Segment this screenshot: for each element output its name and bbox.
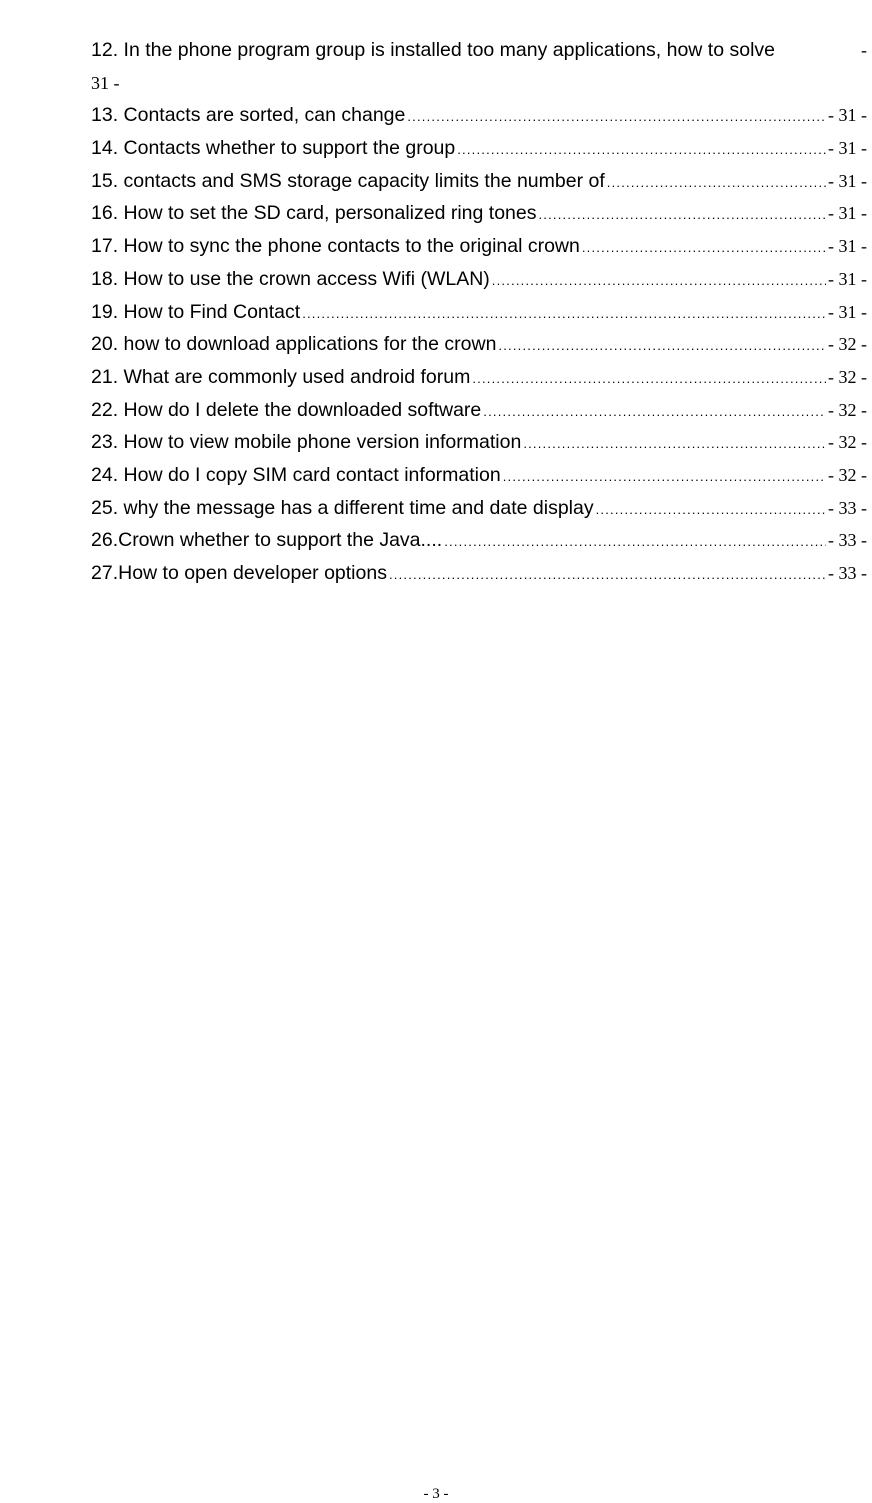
toc-entry-page: - 33 - [828,563,867,583]
toc-entry[interactable] [91,524,867,557]
toc-entry-title: 25. why the message has a different time and date display [91,496,594,519]
page-number-footer: - 3 - [423,1486,449,1502]
toc-entry-title: 22. How do I delete the downloaded software [91,398,482,421]
toc-dot-leader [607,167,826,200]
toc-entry-page: - 33 - [828,530,867,551]
toc-entry-title: 19. How to Find Contact [91,300,301,323]
toc-dot-leader [539,199,827,232]
toc-dot-leader [389,559,826,592]
toc-dot-leader [483,396,826,429]
toc-dot-leader [582,232,826,265]
toc-entry[interactable] [91,492,867,525]
toc-entry-page: - 31 - [828,268,867,289]
toc-dot-leader [472,363,826,396]
toc-entry[interactable] [91,394,867,427]
toc-entry-title: 18. How to use the crown access Wifi (WLAN) [91,267,490,290]
toc-entry-page: - 31 - [828,301,867,322]
toc-entry-page: - 31 - [828,170,867,191]
toc-entry-title: 26.Crown whether to support the Java.... [91,529,443,552]
toc-dot-leader [498,330,826,363]
toc-entry-12[interactable] [91,34,867,99]
toc-entry-title: 15. contacts and SMS storage capacity limits the number of [91,169,605,192]
toc-entry[interactable] [91,99,867,132]
toc-dot-leader [302,298,826,331]
toc-entry-page: - 32 - [828,464,867,485]
toc-dot-leader [492,265,826,298]
toc-entry-page: - 33 - [828,497,867,518]
toc-entry-title: 21. What are commonly used android forum [91,365,471,388]
toc-entry[interactable] [91,328,867,361]
toc-entry[interactable] [91,132,867,165]
toc-entry[interactable] [91,230,867,263]
toc-entry-title: 12. In the phone program group is installed too many applications, how to solve [91,39,775,61]
toc-entry-page: - 32 - [828,399,867,420]
toc-entry-title: 16. How to set the SD card, personalized ring tones [91,202,537,225]
toc-entry[interactable] [91,361,867,394]
toc-entry[interactable] [91,459,867,492]
toc-entry-page: - 32 - [828,334,867,355]
toc-dot-leader [407,101,826,134]
toc-entry[interactable] [91,263,867,296]
toc-entry-page: - 31 - [828,105,867,126]
toc-entry[interactable] [91,296,867,329]
toc-dot-leader [523,428,826,461]
toc-dot-leader [596,494,826,527]
toc-entry-title: 14. Contacts whether to support the group [91,137,456,160]
toc-dot-leader [444,526,826,559]
toc-entry-title: 13. Contacts are sorted, can change [91,104,406,127]
toc-entry-page: - 31 - [828,236,867,257]
toc-dot-leader [457,134,826,167]
toc-entry-page-dash: - [861,40,867,60]
toc-entry-title: 23. How to view mobile phone version information [91,431,522,454]
table-of-contents [91,34,867,590]
toc-dot-leader [503,461,826,494]
toc-entry-page: - 32 - [828,366,867,387]
toc-entry[interactable] [91,426,867,459]
toc-entry[interactable] [91,197,867,230]
toc-entry-title: 20. how to download applications for the crown [91,333,497,356]
toc-entry-page: - 31 - [828,203,867,224]
toc-entry-title: 24. How do I copy SIM card contact information [91,463,501,486]
toc-entry-page: - 31 - [828,138,867,159]
toc-entry-title: 17. How to sync the phone contacts to the original crown [91,235,580,258]
toc-entry[interactable] [91,557,867,590]
toc-entry-page: - 32 - [828,432,867,453]
toc-entry-12-line1 [91,34,867,67]
toc-entry-page: 31 - [91,72,120,93]
toc-entry-title: 27.How to open developer options [91,562,387,584]
toc-entry[interactable] [91,165,867,198]
